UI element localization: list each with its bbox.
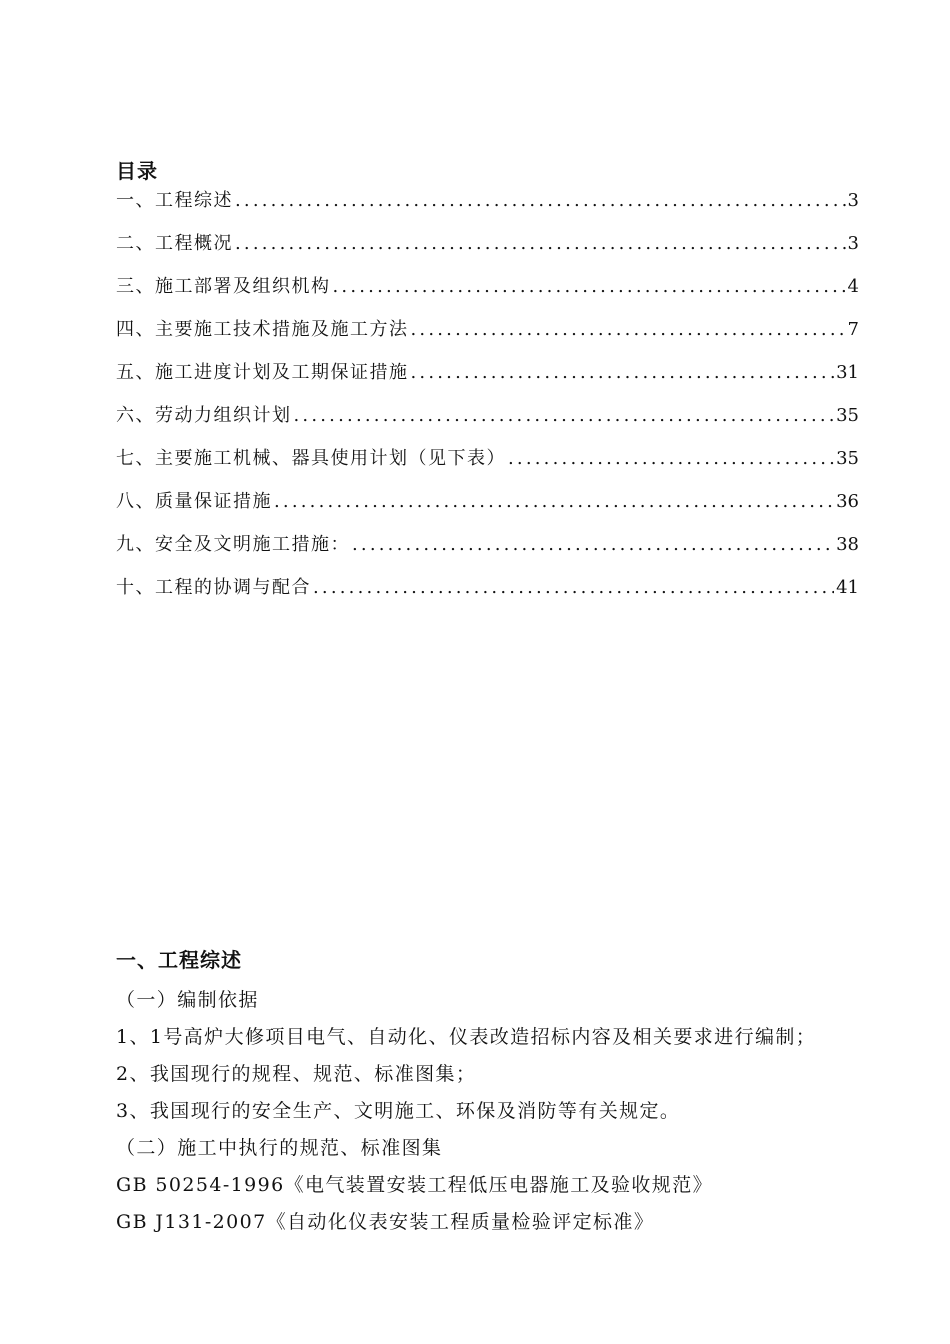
toc-item-page: 36 [836, 491, 859, 512]
subsection-heading: （二）施工中执行的规范、标准图集 [116, 1137, 443, 1159]
section-heading: 一、工程综述 [116, 948, 242, 972]
toc-item-10[interactable] [116, 573, 859, 616]
toc-item-label: 八、质量保证措施 [116, 491, 272, 512]
toc-item-page: 4 [847, 276, 859, 297]
toc-leader-dots [313, 573, 834, 603]
toc-item-page: 7 [847, 319, 859, 340]
toc-item-label: 十、工程的协调与配合 [116, 577, 311, 598]
toc-item-label: 五、施工进度计划及工期保证措施 [116, 362, 409, 383]
toc-item-label: 二、工程概况 [116, 233, 233, 254]
toc-item-4[interactable] [116, 315, 859, 358]
toc-item-8[interactable] [116, 487, 859, 530]
standard-reference: GB J131-2007《自动化仪表安装工程质量检验评定标准》 [116, 1211, 655, 1233]
toc-leader-dots [235, 229, 846, 259]
toc-leader-dots [333, 272, 846, 302]
toc-leader-dots [235, 186, 846, 216]
toc-item-3[interactable] [116, 272, 859, 315]
toc-item-page: 35 [836, 448, 859, 469]
toc-item-page: 31 [836, 362, 859, 383]
table-of-contents [116, 186, 859, 616]
toc-item-page: 41 [836, 577, 859, 598]
toc-item-label: 九、安全及文明施工措施： [116, 534, 350, 555]
toc-leader-dots [294, 401, 835, 431]
toc-item-label: 四、主要施工技术措施及施工方法 [116, 319, 409, 340]
toc-item-label: 六、劳动力组织计划 [116, 405, 292, 426]
toc-item-page: 38 [836, 534, 859, 555]
body-paragraph: 2、我国现行的规程、规范、标准图集； [116, 1063, 477, 1085]
standard-reference: GB 50254-1996《电气装置安装工程低压电器施工及验收规范》 [116, 1174, 713, 1196]
toc-item-2[interactable] [116, 229, 859, 272]
subsection-heading: （一）编制依据 [116, 989, 259, 1011]
toc-item-page: 3 [847, 233, 859, 254]
toc-item-label: 七、主要施工机械、器具使用计划（见下表） [116, 448, 506, 469]
section-body [116, 982, 876, 1241]
toc-title: 目录 [116, 159, 158, 183]
toc-leader-dots [411, 358, 835, 388]
toc-leader-dots [508, 444, 834, 474]
toc-item-6[interactable] [116, 401, 859, 444]
toc-item-7[interactable] [116, 444, 859, 487]
toc-item-5[interactable] [116, 358, 859, 401]
toc-item-label: 三、施工部署及组织机构 [116, 276, 331, 297]
body-paragraph: 3、我国现行的安全生产、文明施工、环保及消防等有关规定。 [116, 1100, 681, 1122]
body-paragraph: 1、1号高炉大修项目电气、自动化、仪表改造招标内容及相关要求进行编制； [116, 1026, 817, 1048]
toc-leader-dots [274, 487, 834, 517]
toc-item-1[interactable] [116, 186, 859, 229]
toc-leader-dots [352, 530, 834, 560]
toc-item-page: 3 [847, 190, 859, 211]
toc-item-label: 一、工程综述 [116, 190, 233, 211]
toc-item-9[interactable] [116, 530, 859, 573]
toc-item-page: 35 [836, 405, 859, 426]
toc-leader-dots [411, 315, 846, 345]
